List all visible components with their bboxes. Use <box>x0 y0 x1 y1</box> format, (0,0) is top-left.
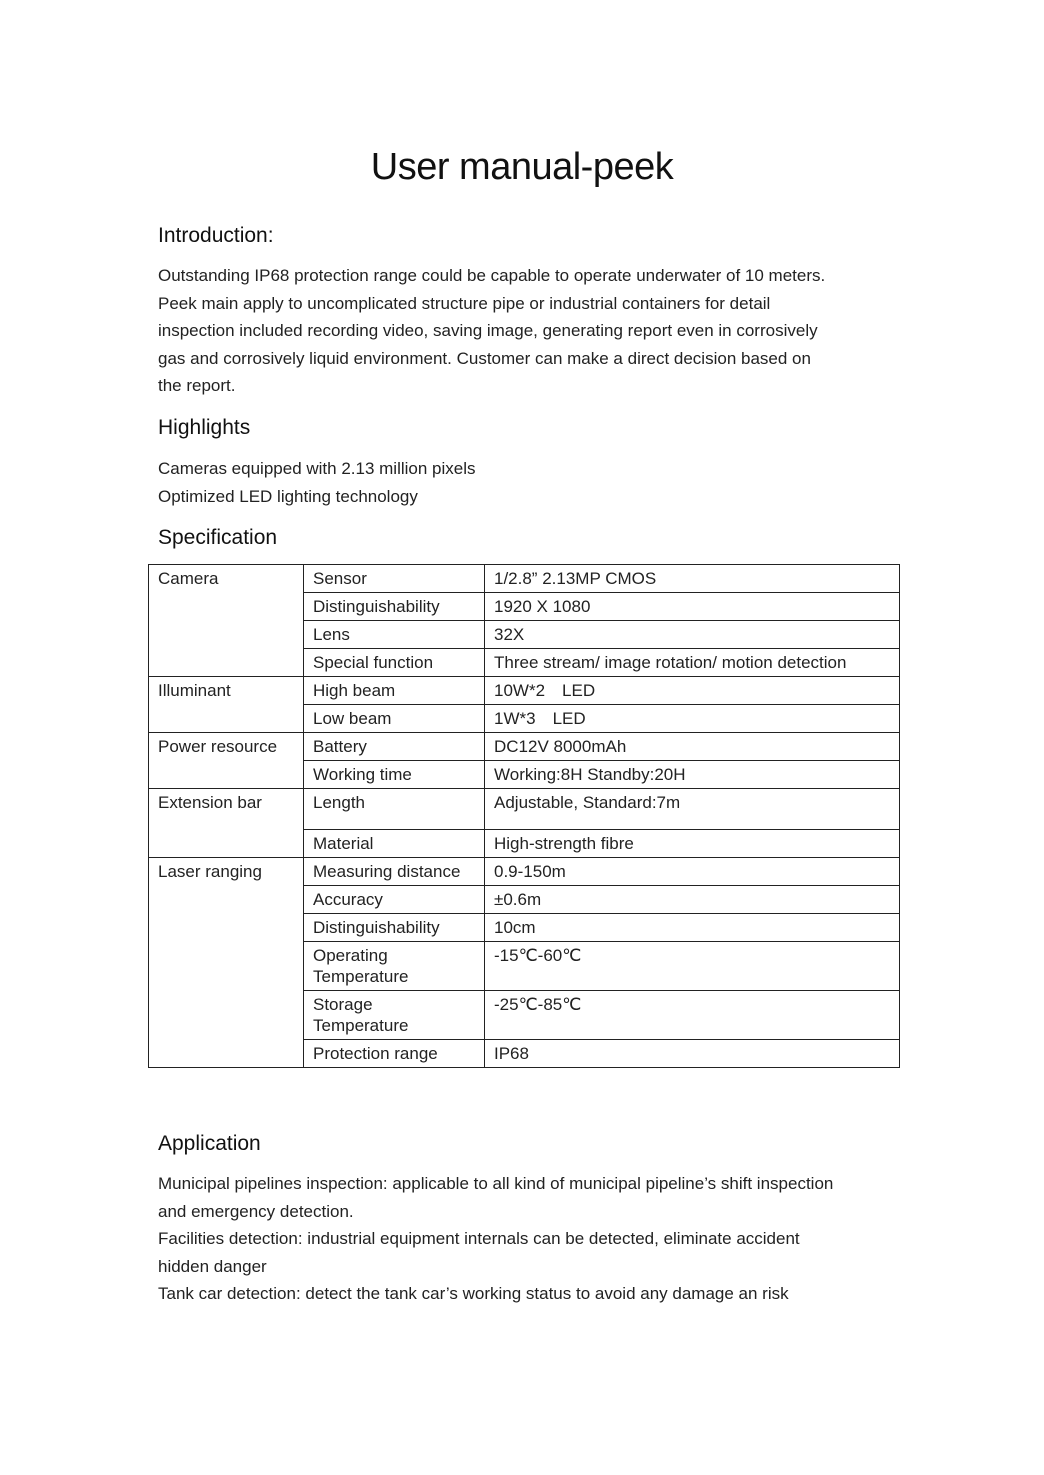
application-heading: Application <box>158 1132 261 1155</box>
table-row <box>149 858 900 886</box>
param-cell <box>304 942 485 991</box>
application-text <box>158 1170 918 1308</box>
param-cell: Measuring distance <box>304 858 485 886</box>
text-line: Cameras equipped with 2.13 million pixels <box>158 459 476 478</box>
specification-table <box>148 564 900 1068</box>
param-cell: Special function <box>304 649 485 677</box>
param-cell: Sensor <box>304 565 485 593</box>
text-line: Outstanding IP68 protection range could be capable to operate underwater of 10 meters. <box>158 266 826 285</box>
value-cell: DC12V 8000mAh <box>485 733 900 761</box>
specification-heading: Specification <box>158 526 278 549</box>
param-cell: Distinguishability <box>304 914 485 942</box>
value-cell: 1920 X 1080 <box>485 593 900 621</box>
text-line: and emergency detection. <box>158 1201 354 1221</box>
param-cell: Material <box>304 830 485 858</box>
value-cell: ±0.6m <box>485 886 900 914</box>
text-line: hidden danger <box>158 1256 267 1276</box>
value-cell: 32X <box>485 621 900 649</box>
text-line: Peek main apply to uncomplicated structure pipe or industrial containers for detail <box>158 293 771 313</box>
value-cell: 1W*3 LED <box>485 705 900 733</box>
introduction-heading: Introduction: <box>158 224 274 247</box>
value-cell: 10cm <box>485 914 900 942</box>
value-cell: Adjustable, Standard:7m <box>485 789 900 830</box>
value-cell: High-strength fibre <box>485 830 900 858</box>
introduction-text <box>158 262 918 400</box>
text-line: inspection included recording video, saving image, generating report even in corrosively <box>158 321 818 341</box>
value-cell: IP68 <box>485 1040 900 1068</box>
highlights-heading: Highlights <box>158 416 251 439</box>
param-line: Operating <box>313 946 388 965</box>
value-cell: -15℃-60℃ <box>485 942 900 991</box>
param-cell: Distinguishability <box>304 593 485 621</box>
value-cell: Working:8H Standby:20H <box>485 761 900 789</box>
value-cell: 10W*2 LED <box>485 677 900 705</box>
page-title: User manual-peek <box>370 146 674 188</box>
param-cell: High beam <box>304 677 485 705</box>
text-line: the report. <box>158 376 236 396</box>
group-cell-laser: Laser ranging <box>149 858 304 1068</box>
param-cell: Length <box>304 789 485 830</box>
group-cell-power: Power resource <box>149 733 304 789</box>
text-line: gas and corrosively liquid environment. Customer can make a direct decision based on <box>158 348 811 368</box>
param-line: Storage <box>313 995 373 1014</box>
text-line: Municipal pipelines inspection: applicable to all kind of municipal pipeline’s shift inspection <box>158 1174 834 1193</box>
group-cell-camera: Camera <box>149 565 304 677</box>
param-cell: Battery <box>304 733 485 761</box>
highlights-text <box>158 455 918 510</box>
value-cell: 0.9-150m <box>485 858 900 886</box>
param-cell: Lens <box>304 621 485 649</box>
param-cell: Working time <box>304 761 485 789</box>
value-cell: 1/2.8” 2.13MP CMOS <box>485 565 900 593</box>
text-line: Facilities detection: industrial equipment internals can be detected, eliminate accident <box>158 1229 800 1249</box>
table-row <box>149 733 900 761</box>
param-cell: Low beam <box>304 705 485 733</box>
table-row <box>149 677 900 705</box>
param-line: Temperature <box>313 1016 409 1035</box>
value-cell: Three stream/ image rotation/ motion detection <box>485 649 900 677</box>
text-line: Optimized LED lighting technology <box>158 486 418 506</box>
param-line: Temperature <box>313 967 409 986</box>
param-cell: Protection range <box>304 1040 485 1068</box>
param-cell <box>304 991 485 1040</box>
table-row <box>149 565 900 593</box>
param-cell: Accuracy <box>304 886 485 914</box>
table-row <box>149 789 900 830</box>
group-cell-illuminant: Illuminant <box>149 677 304 733</box>
text-line: Tank car detection: detect the tank car’s working status to avoid any damage an risk <box>158 1284 789 1304</box>
group-cell-extension: Extension bar <box>149 789 304 858</box>
value-cell: -25℃-85℃ <box>485 991 900 1040</box>
